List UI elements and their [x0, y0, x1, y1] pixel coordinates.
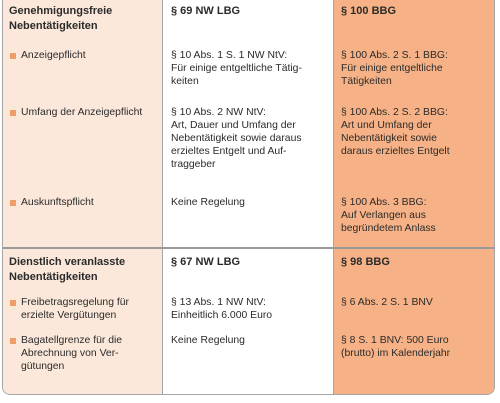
row-label: Abrechnung von Ver-	[21, 348, 119, 359]
row-label: erzielte Vergütungen	[21, 310, 117, 321]
section-divider	[3, 247, 494, 249]
bullet-square-icon	[10, 300, 16, 306]
bbg-cell-text: daraus erzieltes Entgelt	[341, 146, 450, 157]
nw-cell-text: Keine Regelung	[171, 335, 245, 346]
column-divider	[333, 0, 334, 394]
bbg-cell-text: § 100 Abs. 2 S. 1 BBG:	[341, 50, 448, 61]
nw-cell-text: Keine Regelung	[171, 197, 245, 208]
bullet-square-icon	[10, 110, 16, 116]
nw-cell-text: § 10 Abs. 1 S. 1 NW NtV:	[171, 50, 288, 61]
bbg-cell-text: Nebentätigkeit sowie	[341, 133, 437, 144]
section1-law-bbg: § 100 BBG	[341, 5, 397, 17]
row-label: Anzeigepflicht	[21, 50, 86, 61]
row-label: Freibetragsregelung für	[21, 297, 130, 308]
nw-cell-text: Einheitlich 6.000 Euro	[171, 310, 273, 321]
bbg-cell-text: Art und Umfang der	[341, 120, 432, 131]
nw-cell-text: keiten	[171, 76, 199, 87]
nw-cell-text: Für einige entgeltliche Tätig-	[171, 63, 302, 74]
bbg-cell-text: Auf Verlangen aus	[341, 210, 426, 221]
bullet-square-icon	[10, 53, 16, 59]
bbg-cell-text: Für einige entgeltliche	[341, 63, 443, 74]
section2-heading-line1: Dienstlich veranlasste	[9, 256, 126, 268]
section2-law-bbg: § 98 BBG	[341, 256, 390, 268]
nw-cell-text: § 13 Abs. 1 NW NtV:	[171, 297, 266, 308]
bbg-cell-text: § 8 S. 1 BNV: 500 Euro	[341, 335, 449, 346]
nw-cell-text: Nebentätigkeit sowie daraus	[171, 133, 302, 144]
bbg-cell-text: § 100 Abs. 3 BBG:	[341, 197, 427, 208]
section2-heading-line2: Nebentätigkeiten	[9, 271, 98, 283]
nw-cell-text: traggeber	[171, 159, 216, 170]
section1-law-nw: § 69 NW LBG	[171, 5, 241, 17]
nw-cell-text: § 10 Abs. 2 NW NtV:	[171, 107, 266, 118]
bullet-square-icon	[10, 338, 16, 344]
section1-heading-line1: Genehmigungsfreie	[9, 5, 113, 17]
table-frame	[2, 0, 495, 395]
nw-cell-text: erzieltes Entgelt und Auf-	[171, 146, 287, 157]
bbg-cell-text: begründetem Anlass	[341, 223, 436, 234]
section1-heading-line2: Nebentätigkeiten	[9, 20, 98, 32]
bbg-cell-text: § 100 Abs. 2 S. 2 BBG:	[341, 107, 448, 118]
row-label: gütungen	[21, 361, 65, 372]
bbg-cell-text: (brutto) im Kalenderjahr	[341, 348, 451, 359]
bbg-cell-text: § 6 Abs. 2 S. 1 BNV	[341, 297, 433, 308]
column-divider	[162, 0, 163, 394]
section2-law-nw: § 67 NW LBG	[171, 256, 241, 268]
row-label: Bagatellgrenze für die	[21, 335, 123, 346]
row-label: Umfang der Anzeigepflicht	[21, 107, 143, 118]
row-label: Auskunftspflicht	[21, 197, 94, 208]
bbg-cell-text: Tätigkeiten	[341, 76, 392, 87]
nw-cell-text: Art, Dauer und Umfang der	[171, 120, 296, 131]
bullet-square-icon	[10, 200, 16, 206]
